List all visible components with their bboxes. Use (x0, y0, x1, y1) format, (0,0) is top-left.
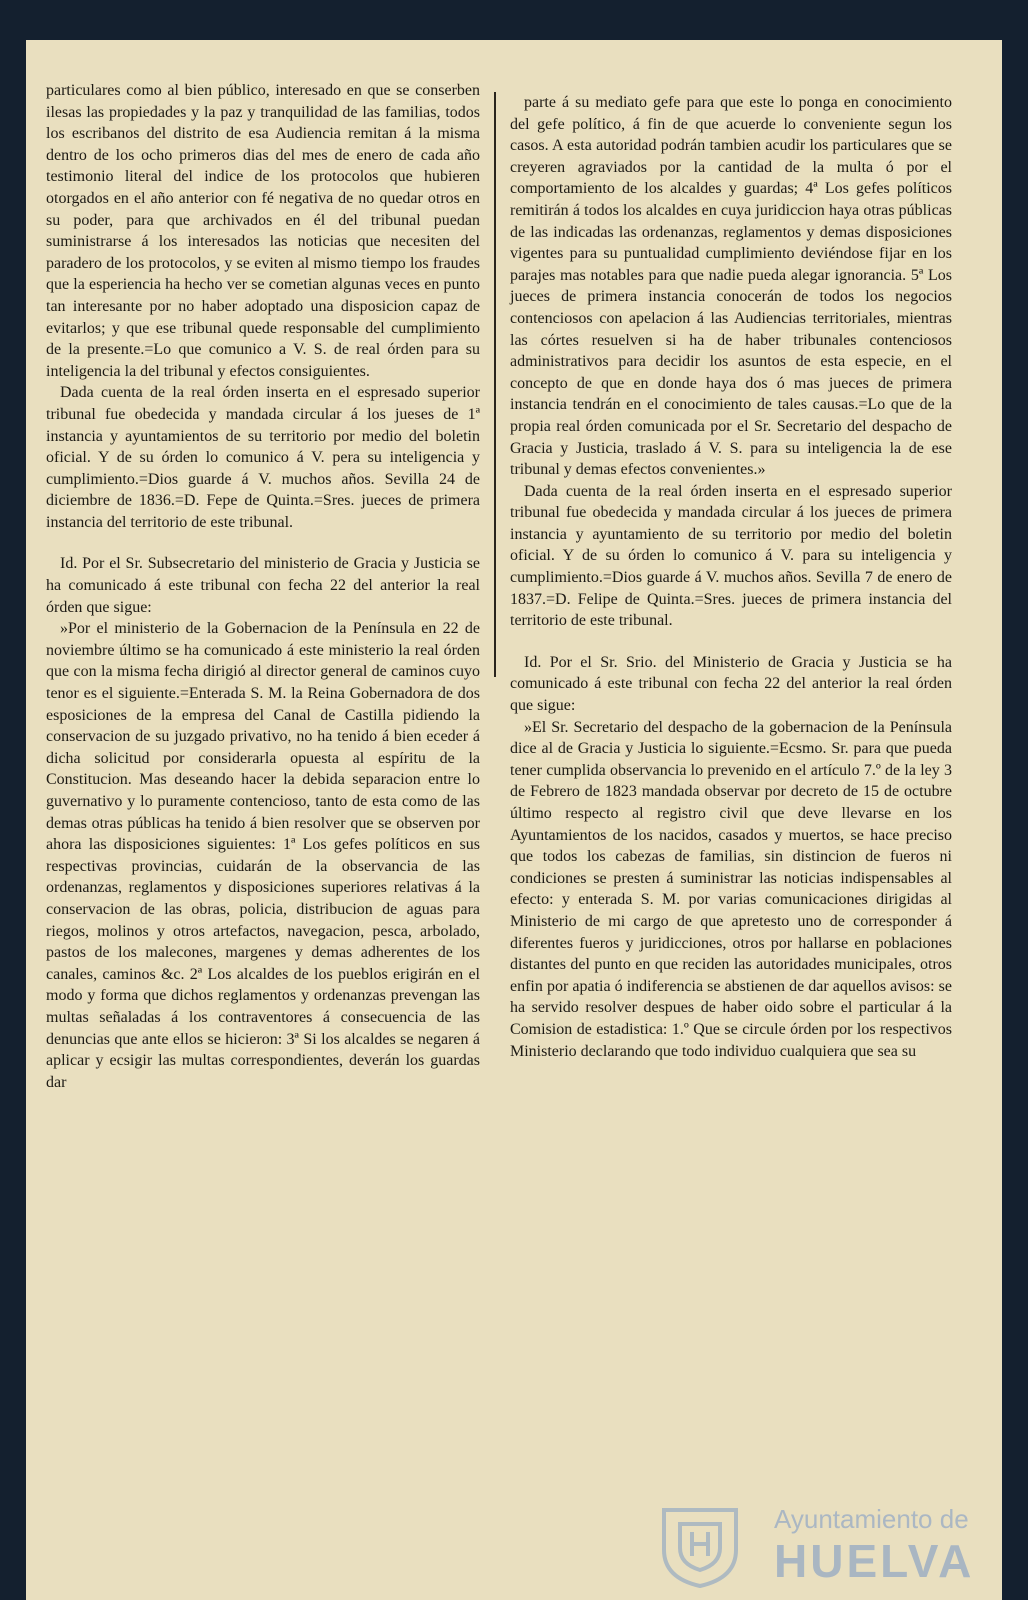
document-page (26, 40, 1002, 1600)
paragraph-left-2: Dada cuenta de la real órden inserta en el espresado superior tribunal fue obedecida y mandada circular á los jueses de 1ª instancia y ayuntamientos de su territorio por medio del boletin oficial. Y de su órden lo comunico á V. pera su inteligencia y cumplimiento.=Dios guarde á V. muchos años. Sevilla 24 de diciembre de 1836.=D. Fepe de Quinta.=Sres. jueces de primera instancia del territorio de este tribunal. (46, 384, 480, 531)
paragraph-left-1: particulares como al bien público, interesado en que se conserben ilesas las propiedades y la paz y tranquilidad de las familias, todos los escribanos del distrito de esa Audiencia remitan á la misma dentro de los ocho primeros dias del mes de enero de cada año testimonio literal del indice de los protocolos que hubieren otorgados en el año anterior con fé negativa de no quedar otros en su poder, para que archivados en él del tribunal puedan suministrarse á los interesados las noticias que necesiten del paradero de los protocolos, y se eviten al mismo tiempo los fraudes que la esperiencia ha hecho ver se cometian algunas veces en punto tan interesante por no haber adoptado una disposicion capaz de evitarlos; y que ese tribunal quede responsable del cumplimiento de la presente.=Lo que comunico a V. S. de real órden para su inteligencia la del tribunal y efectos consiguientes. (46, 82, 480, 380)
paragraph-right-4: »El Sr. Secretario del despacho de la gobernacion de la Península dice al de Gracia y Justicia lo siguiente.=Ecsmo. Sr. para que pueda tener cumplida observancia lo prevenido en el artículo 7.º de la ley 3 de Febrero de 1823 mandada observar por decreto de 15 de octubre último respecto al registro civil que deve llevarse en los Ayuntamientos de los nacidos, casados y muertos, se hace preciso que todos los cabezas de familias, sin distincion de fueros ni condiciones se presten á suministrar las noticias indispensables al efecto: y enterada S. M. por varias comunicaciones dirigidas al Ministerio de mi cargo de que apretesto uno de corresponder á diferentes fueros y juridicciones, otros por hallarse en poblaciones distantes del punto en que reciden las autoridades municipales, otros enfin por apatia ó indiferencia se abstienen de dar aquellos avisos: se ha servido resolver despues de haber oido sobre el particular á la Comision de estadistica: 1.º Que se circule órden por los respectivos Ministerio declarando que todo individuo cualquiera que sea su (510, 718, 952, 1060)
watermark-line-1: Ayuntamiento de (774, 1504, 969, 1534)
paragraph-right-3: Id. Por el Sr. Srio. del Ministerio de Gracia y Justicia se ha comunicado á este tribunal con fecha 22 del anterior la real órden que sigue: (510, 653, 952, 715)
watermark-line-2: HUELVA (774, 1535, 975, 1587)
paragraph-right-2: Dada cuenta de la real órden inserta en el espresado superior tribunal fue obedecida y mandada circular á los jueces de primera instancia y ayuntamiento de su territorio por medio del boletin oficial. Y de su órden lo comunico á V. para su inteligencia y cumplimiento.=Dios guarde á V. muchos años. Sevilla 7 de enero de 1837.=D. Felipe de Quinta.=Sres. jueces de primera instancia del territorio de este tribunal. (510, 482, 952, 630)
left-column (46, 80, 480, 1093)
ayuntamiento-watermark (650, 1498, 980, 1590)
right-column (510, 92, 952, 1062)
paragraph-right-1: parte á su mediato gefe para que este lo ponga en conocimiento del gefe político, á fin de que acuerde lo conveniente segun los casos. A esta autoridad podrán tambien acudir los particulares que se creyeren agraviados por la cantidad de la multa ó por el comportamiento de los alcaldes y guardas; 4ª Los gefes políticos remitirán á todos los alcaldes en cuya juridiccion haya otras públicas de las indicadas las ordenanzas, reglamentos y demas disposiciones vigentes para su puntualidad cumplimiento deviéndose fijar en los parajes mas notables para que nadie pueda alegar ignorancia. 5ª Los jueces de primera instancia conocerán de todos los negocios contenciosos con apelacion á las Audiencias territoriales, mientras las córtes resuelven si ha de haber tribunales contenciosos administrativos para decidir los asuntos de esta especie, en el concepto de que en donde haya dos ó mas jueces de primera instancia tendrán en el conocimiento de tales causas.=Lo que de la propia real órden comunicada por el Sr. Secretario del despacho de Gracia y Justicia, traslado á V. S. para su inteligencia la de ese tribunal y demas efectos convenientes.» (510, 94, 952, 479)
huelva-coat-of-arms-icon (650, 1498, 750, 1590)
column-divider (494, 92, 496, 677)
paragraph-left-3: Id. Por el Sr. Subsecretario del ministerio de Gracia y Justicia se ha comunicado á este tribunal con fecha 22 del anterior la real órden que sigue: (46, 555, 480, 616)
paragraph-left-4: »Por el ministerio de la Gobernacion de la Península en 22 de noviembre último se ha comunicado á este ministerio la real órden que con la misma fecha dirigió al director general de caminos cuyo tenor es el siguiente.=Enterada S. M. la Reina Gobernadora de dos esposiciones de la empresa del Canal de Castilla pidiendo la conservacion de su juzgado privativo, no ha tenido á bien eceder á dicha solicitud por considerarla opuesta al espíritu de la Constitucion. Mas deseando hacer la debida separacion entre lo guvernativo y lo puramente contencioso, tanto de esta como de las demas otras públicas ha tenido á bien resolver que se observen por ahora las disposiciones siguientes: 1ª Los gefes políticos en sus respectivas provincias, cuidarán de la observancia de las ordenanzas, reglamentos y disposiciones superiores relativas á la conservacion de las obras, policia, distribucion de aguas para riegos, molinos y otros artefactos, navegacion, pesca, arbolado, pastos de los malecones, margenes y demas adherentes de los canales, caminos &c. 2ª Los alcaldes de los pueblos erigirán en el modo y forma que dichos reglamentos y ordenanzas prevengan las multas señaladas á los contraventores á consecuencia de las denuncias que ante ellos se hicieron: 3ª Si los alcaldes se negaren á aplicar y ecsigir las multas correspondientes, deverán los guardas dar (46, 620, 480, 1091)
